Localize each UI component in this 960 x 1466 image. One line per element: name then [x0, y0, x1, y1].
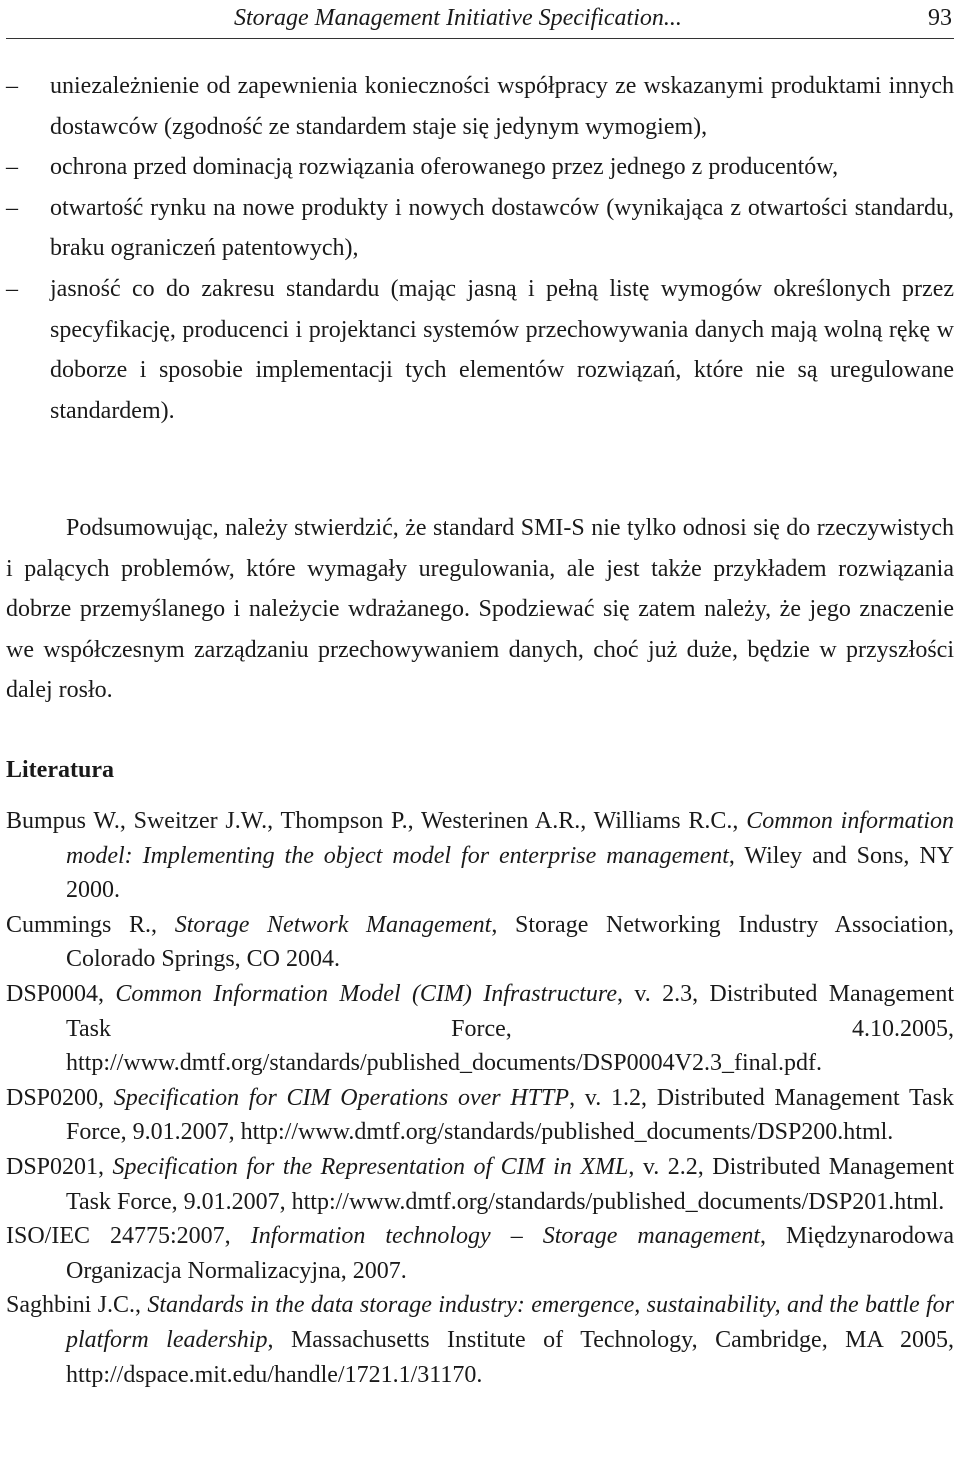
reference-authors: Bumpus W., Sweitzer J.W., Thompson P., Westerinen A.R., Williams R.C., — [6, 808, 747, 834]
page-number: 93 — [928, 5, 952, 31]
reference-title: Specification for the Representation of CIM in XML — [112, 1153, 629, 1180]
reference-item — [6, 908, 954, 977]
reference-authors: DSP0004, — [6, 980, 116, 1007]
bullet-text: uniezależnienie od zapewnienia konieczności współpracy ze wskazanymi produktami innych dostawców (zgodność ze standardem staje się jedynym wymogiem), — [50, 73, 954, 140]
reference-authors: Cummings R., — [6, 911, 175, 938]
reference-title: Common information model: Implementing the object model for enterprise management — [66, 808, 955, 869]
document-page — [6, 0, 954, 1466]
reference-details: , v. 1.2, Distributed Management Task Force, 9.01.2007, http://www.dmtf.org/standards/published_documents/DSP200.html. — [66, 1084, 954, 1146]
reference-list — [6, 804, 954, 1392]
reference-details: , Storage Networking Industry Association, Colorado Springs, CO 2004. — [66, 911, 954, 973]
dash-marker: – — [6, 194, 18, 221]
bullet-text: jasność co do zakresu standardu (mając jasną i pełną listę wymogów określonych przez specyfikację, producenci i projektanci systemów przechowywania danych mają wolną rękę w doborze i sposobie implementacji tych elementów rozwiązań, które nie są uregulowane standardem). — [50, 275, 954, 424]
reference-authors: ISO/IEC 24775:2007, — [6, 1223, 251, 1250]
reference-item — [6, 977, 954, 1081]
bullet-item — [6, 147, 954, 188]
reference-details: , v. 2.3, Distributed Management Task Force, 4.10.2005, http://www.dmtf.org/standards/published_documents/DSP0004V2.3_final.pdf. — [66, 980, 954, 1077]
reference-title: Common Information Model (CIM) Infrastructure — [115, 980, 618, 1007]
bullet-item — [6, 188, 954, 269]
reference-details: , Międzynarodowa Organizacja Normalizacyjna, 2007. — [66, 1223, 954, 1284]
reference-title: Standards in the data storage industry: emergence, sustainability, and the battle for platform leadership — [66, 1292, 954, 1353]
reference-item — [6, 1219, 954, 1288]
dash-marker: – — [6, 275, 18, 302]
literature-heading: Literatura — [6, 757, 114, 783]
running-header — [6, 0, 954, 39]
reference-title: Specification for CIM Operations over HTTP — [113, 1084, 570, 1111]
reference-title: Information technology – Storage management — [250, 1223, 761, 1250]
reference-item — [6, 804, 954, 908]
dash-marker: – — [6, 73, 18, 99]
reference-item — [6, 1288, 954, 1392]
bullet-item — [6, 66, 954, 147]
reference-details: , Wiley and Sons, NY 2000. — [66, 842, 954, 904]
header-title: Storage Management Initiative Specification... — [234, 5, 682, 31]
reference-details: , Massachusetts Institute of Technology, Cambridge, MA 2005, http://dspace.mit.edu/handle/1721.1/31170. — [66, 1326, 954, 1388]
bullet-item — [6, 269, 954, 431]
reference-authors: DSP0201, — [6, 1153, 113, 1180]
reference-authors: Saghbini J.C., — [6, 1292, 148, 1319]
reference-authors: DSP0200, — [6, 1084, 114, 1111]
bullet-text: ochrona przed dominacją rozwiązania oferowanego przez jednego z producentów, — [50, 154, 839, 181]
dash-marker: – — [6, 154, 18, 181]
reference-details: , v. 2.2, Distributed Management Task Force, 9.01.2007, http://www.dmtf.org/standards/published_documents/DSP201.html. — [66, 1153, 955, 1215]
summary-paragraph: Podsumowując, należy stwierdzić, że standard SMI-S nie tylko odnosi się do rzeczywistych i palących problemów, które wymagały uregulowania, ale jest także przykładem rozwiązania dobrze przemyślanego i należycie wdrażanego. Spodziewać się zatem należy, że jego znaczenie we współczesnym zarządzaniu przechowywaniem danych, choć już duże, będzie w przyszłości dalej rosło. — [6, 515, 954, 704]
reference-title: Storage Network Management — [174, 911, 492, 938]
reference-item — [6, 1150, 954, 1219]
bullet-text: otwartość rynku na nowe produkty i nowych dostawców (wynikająca z otwartości standardu, braku ograniczeń patentowych), — [50, 194, 954, 262]
bullet-list — [6, 66, 954, 431]
reference-item — [6, 1081, 954, 1150]
